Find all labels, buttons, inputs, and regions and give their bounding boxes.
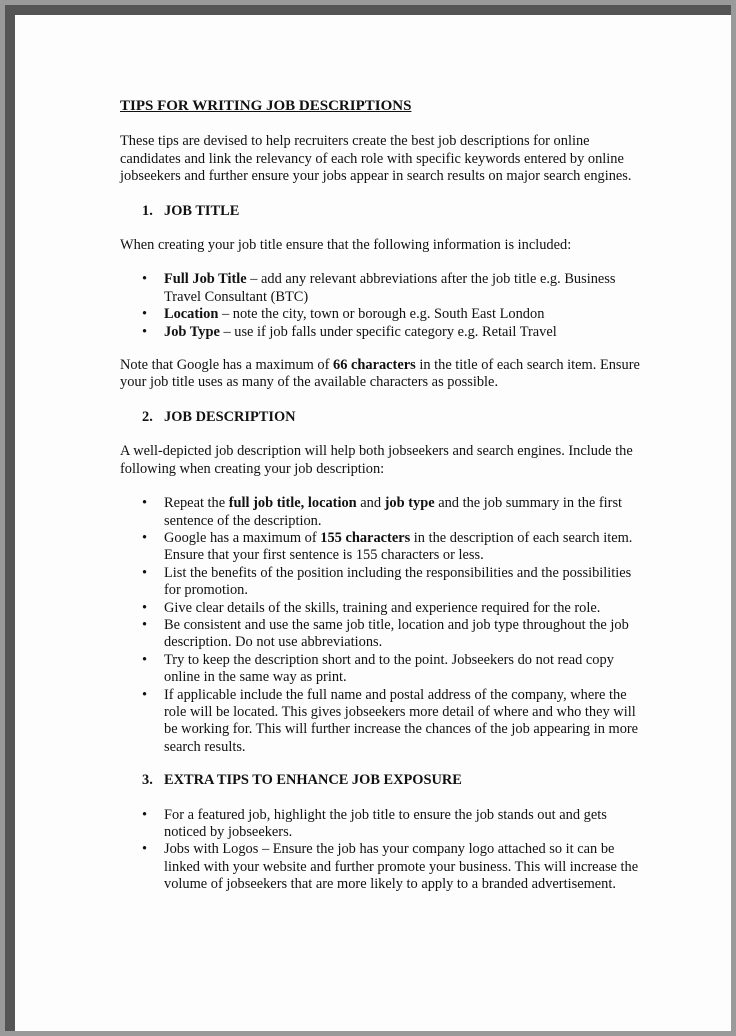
section-2-number: 2. [142, 408, 153, 425]
section-1-number: 1. [142, 202, 153, 219]
bullet-icon: • [142, 271, 148, 288]
list-item [120, 271, 640, 306]
section-1-heading [142, 203, 640, 220]
bullet-icon: • [142, 616, 148, 633]
list-item [120, 652, 640, 687]
note-text-end: in the title of each search item. Ensure your job title uses as many of the available characters as possible. [120, 357, 640, 391]
item-text: – use if job falls under specific category e.g. Retail Travel [219, 323, 557, 340]
item-text: Repeat the [164, 495, 229, 512]
list-item [120, 306, 640, 323]
bullet-icon: • [142, 599, 148, 616]
section-3-heading [142, 772, 640, 789]
section-2-list [120, 495, 640, 756]
item-bold: job type [384, 495, 435, 512]
bullet-icon: • [142, 323, 148, 340]
list-item [120, 530, 640, 565]
bullet-icon: • [142, 529, 148, 546]
section-2-heading [142, 409, 640, 426]
document-body [120, 98, 640, 910]
item-text: For a featured job, highlight the job title to ensure the job stands out and gets noticed by jobseekers. [164, 806, 607, 840]
item-text: If applicable include the full name and postal address of the company, where the role will be located. This gives jobseekers more detail of where and who they will be working for. This will further increase the chances of the job appearing in more search results. [164, 686, 639, 755]
bullet-icon: • [142, 841, 148, 858]
section-1-note [120, 357, 640, 392]
section-2-lead: A well-depicted job description will help both jobseekers and search engines. Include the following when creating your job description: [120, 443, 633, 477]
note-text: Note that Google has a maximum of [120, 357, 334, 374]
list-item [120, 565, 640, 600]
item-text: in the description of each search item. Ensure that your first sentence is 155 characters or less. [164, 529, 633, 564]
list-item [120, 807, 640, 842]
list-item [120, 841, 640, 893]
item-bold: Job Type [164, 323, 220, 340]
bullet-icon: • [142, 651, 148, 668]
bullet-icon: • [142, 306, 148, 323]
item-text: Give clear details of the skills, training and experience required for the role. [164, 599, 601, 616]
section-1-list [120, 271, 640, 341]
intro-paragraph: These tips are devised to help recruiters create the best job descriptions for online candidates and link the relevancy of each role with specific keywords entered by online jobseekers and further ensure your jobs appear in search results on major search engines. [120, 133, 632, 185]
item-bold: 155 characters [320, 529, 411, 546]
item-bold: Full Job Title [164, 271, 247, 288]
bullet-icon: • [142, 564, 148, 581]
section-3-list [120, 807, 640, 894]
item-bold: Location [164, 306, 219, 323]
section-1-title: JOB TITLE [164, 202, 240, 219]
list-item [120, 324, 640, 341]
item-text: List the benefits of the position including the responsibilities and the possibilities for promotion. [164, 564, 632, 599]
section-3-title: EXTRA TIPS TO ENHANCE JOB EXPOSURE [164, 772, 462, 789]
item-bold: full job title, location [228, 495, 357, 512]
note-bold: 66 characters [333, 357, 416, 374]
bullet-icon: • [142, 806, 148, 823]
item-text: and the job summary in the first sentence of the description. [164, 495, 623, 529]
item-text: Google has a maximum of [164, 529, 321, 546]
section-1-lead: When creating your job title ensure that the following information is included: [120, 237, 572, 254]
document-title: TIPS FOR WRITING JOB DESCRIPTIONS [120, 98, 412, 114]
item-text: – add any relevant abbreviations after the job title e.g. Business Travel Consultant (BTC) [164, 271, 616, 305]
item-text: – note the city, town or borough e.g. South East London [218, 306, 545, 323]
section-2-title: JOB DESCRIPTION [164, 408, 296, 425]
list-item [120, 600, 640, 617]
item-text: Try to keep the description short and to the point. Jobseekers do not read copy online in the same way as print. [164, 651, 614, 686]
list-item [120, 617, 640, 652]
document-page [15, 15, 731, 1031]
section-3-number: 3. [142, 772, 153, 789]
item-text: Jobs with Logos – Ensure the job has your company logo attached so it can be linked with your website and further promote your business. This will increase the volume of jobseekers that are more likely to apply to a branded advertisement. [164, 841, 639, 893]
list-item [120, 687, 640, 757]
bullet-icon: • [142, 495, 148, 512]
list-item [120, 495, 640, 530]
item-text: Be consistent and use the same job title, location and job type throughout the job description. Do not use abbreviations. [164, 616, 629, 651]
item-text: and [356, 495, 385, 512]
bullet-icon: • [142, 686, 148, 703]
